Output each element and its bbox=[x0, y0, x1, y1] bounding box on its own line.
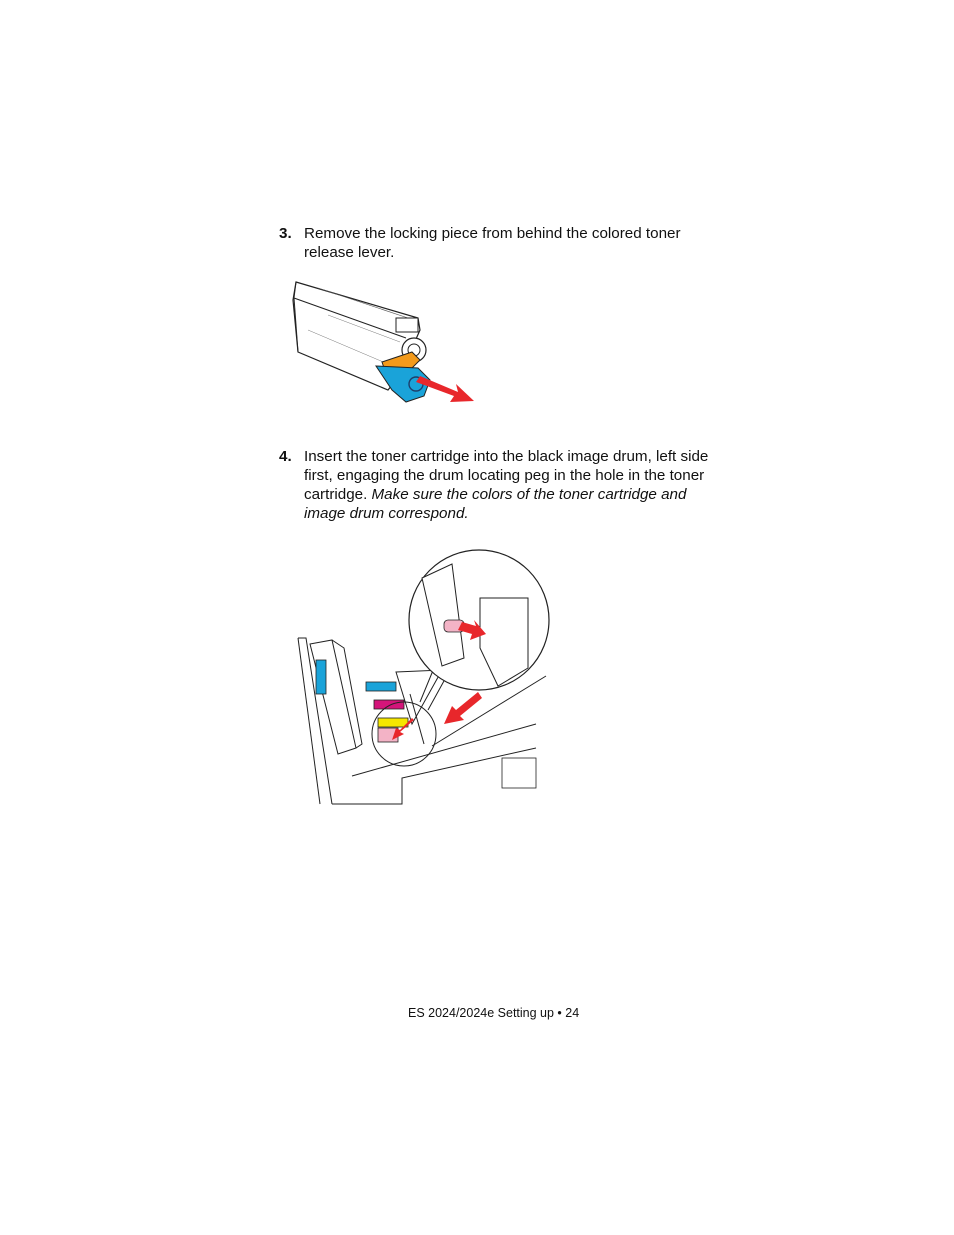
step-text: Insert the toner cartridge into the black image drum, left side first, engaging the drum locating peg in the hole in the toner cartridge. Make sure the colors of the toner cartridge and image drum correspond. bbox=[304, 448, 709, 522]
toner-cartridge-illustration bbox=[288, 280, 480, 405]
cyan-toner bbox=[366, 682, 396, 691]
step-emphasis: Make sure the colors of the toner cartridge and image drum correspond. bbox=[304, 486, 687, 522]
magenta-toner bbox=[374, 700, 404, 709]
step-number: 3. bbox=[279, 225, 292, 242]
cyan-handle bbox=[316, 660, 326, 694]
step-text: Remove the locking piece from behind the colored toner release lever. bbox=[304, 225, 681, 261]
page-footer: ES 2024/2024e Setting up • 24 bbox=[408, 1006, 580, 1020]
step-3 bbox=[279, 224, 729, 262]
step-4 bbox=[279, 447, 729, 523]
step-number: 4. bbox=[279, 448, 292, 465]
printer-drum-illustration bbox=[292, 548, 554, 806]
yellow-toner bbox=[378, 718, 408, 727]
